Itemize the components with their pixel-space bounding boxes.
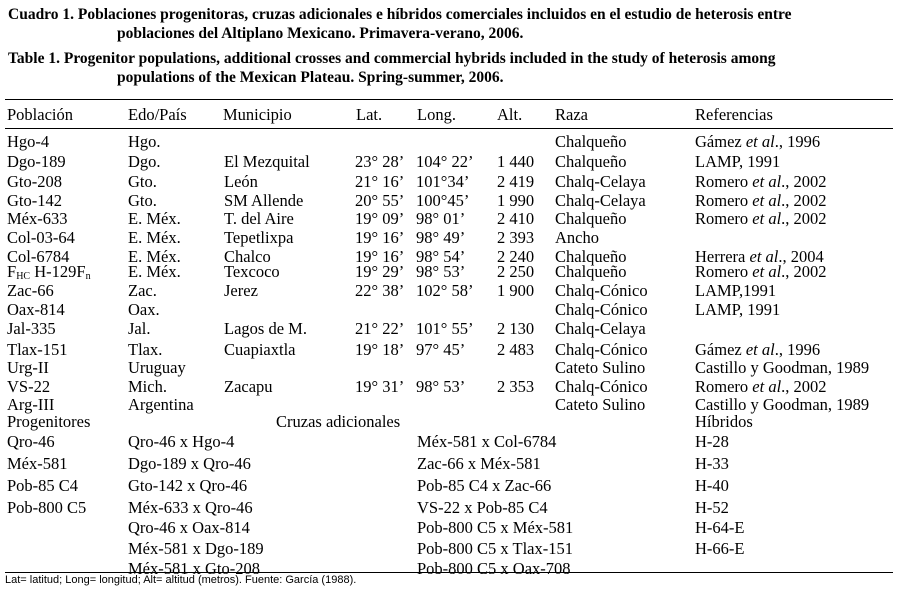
cell-raza: Chalqueño — [555, 209, 627, 228]
referencias-part: et al — [749, 247, 779, 266]
cell-lat: 19° 09’ — [355, 209, 405, 228]
referencias-part: ., 2002 — [781, 262, 827, 281]
cell-municipio: SM Allende — [224, 191, 304, 210]
referencias-part: Gámez — [695, 340, 746, 359]
cross-item: Gto-142 x Qro-46 — [128, 476, 248, 495]
progenitor-item: Pob-85 C4 — [7, 476, 79, 495]
cell-edo-pais: Zac. — [128, 281, 157, 300]
hybrid-item: H-33 — [695, 454, 729, 473]
progenitor-item: Méx-581 — [7, 454, 68, 473]
cell-long: 104° 22’ — [416, 152, 474, 171]
cross-item: Méx-633 x Qro-46 — [128, 498, 253, 517]
cell-raza: Ancho — [555, 228, 599, 247]
referencias-part: ., 2004 — [778, 247, 824, 266]
referencias-part: Romero — [695, 209, 753, 228]
fhc-f: F — [7, 262, 17, 281]
fhc-sub2: n — [85, 271, 91, 282]
cell-municipio: Chalco — [224, 247, 271, 266]
cell-poblacion: Col-6784 — [7, 247, 70, 266]
cell-referencias — [695, 133, 820, 151]
cell-alt: 2 240 — [497, 247, 535, 266]
cell-long: 98° 53’ — [416, 262, 466, 281]
cell-long: 100°45’ — [416, 191, 470, 210]
referencias-part: Castillo y Goodman, 1989 — [695, 358, 870, 377]
referencias-part: et al — [752, 262, 782, 281]
cell-poblacion: Tlax-151 — [7, 340, 68, 359]
referencias-part: Herrera — [695, 247, 750, 266]
cross-item: Dgo-189 x Qro-46 — [128, 454, 251, 473]
cell-alt: 2 393 — [497, 228, 535, 247]
referencias-part: ., 2002 — [781, 209, 827, 228]
cell-poblacion: Oax-814 — [7, 300, 65, 319]
caption-en-line2: populations of the Mexican Plateau. Spring-summer, 2006. — [117, 69, 504, 86]
cell-lat: 19° 16’ — [355, 228, 405, 247]
cell-lat: 19° 16’ — [355, 247, 405, 266]
cell-poblacion: Gto-208 — [7, 172, 62, 191]
cross-item: Méx-581 x Col-6784 — [417, 432, 557, 451]
cell-municipio: Jerez — [224, 281, 258, 300]
header-raza: Raza — [555, 105, 588, 124]
cell-edo-pais: Uruguay — [128, 358, 186, 377]
referencias-part: Romero — [695, 377, 753, 396]
cell-referencias — [695, 359, 869, 377]
label-hibridos: Híbridos — [695, 412, 753, 431]
referencias-part: Romero — [695, 172, 753, 191]
cell-referencias — [695, 263, 827, 281]
cell-municipio: Zacapu — [224, 377, 273, 396]
cell-raza: Chalq-Cónico — [555, 377, 648, 396]
cell-raza: Chalqueño — [555, 247, 627, 266]
cell-lat: 19° 18’ — [355, 340, 405, 359]
cell-referencias — [695, 341, 820, 359]
header-rule — [5, 128, 893, 129]
referencias-part: Romero — [695, 262, 753, 281]
referencias-part: Gámez — [695, 132, 746, 151]
cell-edo-pais: E. Méx. — [128, 247, 181, 266]
cell-long: 102° 58’ — [416, 281, 474, 300]
cell-municipio: Texcoco — [224, 262, 280, 281]
cell-lat: 23° 28’ — [355, 152, 405, 171]
cell-long: 101° 55’ — [416, 319, 474, 338]
cell-alt: 2 353 — [497, 377, 535, 396]
referencias-part: LAMP, 1991 — [695, 300, 781, 319]
hybrid-item: H-52 — [695, 498, 729, 517]
cell-lat: 19° 29’ — [355, 262, 405, 281]
header-municipio: Municipio — [223, 105, 292, 124]
cell-referencias — [695, 192, 827, 210]
cell-alt: 1 990 — [497, 191, 535, 210]
cell-poblacion: VS-22 — [7, 377, 51, 396]
cell-lat: 21° 16’ — [355, 172, 405, 191]
hybrid-item: H-40 — [695, 476, 729, 495]
progenitor-item: Pob-800 C5 — [7, 498, 87, 517]
cell-edo-pais: Argentina — [128, 395, 194, 414]
cell-alt: 1 440 — [497, 152, 535, 171]
referencias-part: ., 2002 — [781, 172, 827, 191]
cell-raza: Chalq-Celaya — [555, 319, 646, 338]
cell-raza: Cateto Sulino — [555, 358, 646, 377]
cell-poblacion: Jal-335 — [7, 319, 56, 338]
cell-referencias — [695, 173, 827, 191]
cell-edo-pais: Tlax. — [128, 340, 163, 359]
referencias-part: Romero — [695, 191, 753, 210]
cell-referencias — [695, 282, 776, 300]
header-lat: Lat. — [356, 105, 383, 124]
cell-raza: Chalqueño — [555, 262, 627, 281]
cell-municipio: T. del Aire — [224, 209, 294, 228]
caption-es-line2: poblaciones del Altiplano Mexicano. Primavera-verano, 2006. — [117, 25, 524, 42]
cell-poblacion: Méx-633 — [7, 209, 68, 228]
header-long: Long. — [417, 105, 456, 124]
cell-edo-pais: Gto. — [128, 191, 157, 210]
progenitor-item: Qro-46 — [7, 432, 55, 451]
cell-edo-pais: Oax. — [128, 300, 160, 319]
cell-poblacion: Urg-II — [7, 358, 49, 377]
cell-poblacion: Arg-III — [7, 395, 55, 414]
cell-edo-pais: E. Méx. — [128, 228, 181, 247]
cell-referencias — [695, 153, 780, 171]
referencias-part: ., 2002 — [781, 191, 827, 210]
header-alt: Alt. — [497, 105, 523, 124]
cross-item: VS-22 x Pob-85 C4 — [417, 498, 548, 517]
cell-long: 98° 53’ — [416, 377, 466, 396]
cell-referencias — [695, 210, 827, 228]
cell-long: 97° 45’ — [416, 340, 466, 359]
cell-lat: 19° 31’ — [355, 377, 405, 396]
cell-long: 98° 01’ — [416, 209, 466, 228]
referencias-part: et al — [752, 172, 782, 191]
referencias-part: LAMP, 1991 — [695, 152, 781, 171]
cell-alt: 2 410 — [497, 209, 535, 228]
cell-raza: Chalq-Cónico — [555, 300, 648, 319]
cell-raza: Cateto Sulino — [555, 395, 646, 414]
cell-alt: 1 900 — [497, 281, 535, 300]
referencias-part: LAMP,1991 — [695, 281, 777, 300]
cell-municipio: Lagos de M. — [224, 319, 307, 338]
hybrid-item: H-64-E — [695, 518, 745, 537]
cell-raza: Chalqueño — [555, 132, 627, 151]
footnote: Lat= latitud; Long= longitud; Alt= altitud (metros). Fuente: García (1988). — [5, 574, 357, 586]
cross-item: Pob-800 C5 x Méx-581 — [417, 518, 574, 537]
cell-poblacion: Col-03-64 — [7, 228, 75, 247]
cell-municipio: Cuapiaxtla — [224, 340, 296, 359]
cell-edo-pais: Hgo. — [128, 132, 161, 151]
referencias-part: et al — [745, 340, 775, 359]
caption-es-line1: Cuadro 1. Poblaciones progenitoras, cruzas adicionales e híbridos comerciales incluidos en el estudio de heterosis entre — [8, 6, 792, 23]
cell-raza: Chalqueño — [555, 152, 627, 171]
cell-lat: 20° 55’ — [355, 191, 405, 210]
cell-municipio: El Mezquital — [224, 152, 310, 171]
cell-raza: Chalq-Celaya — [555, 172, 646, 191]
cell-referencias — [695, 378, 827, 396]
top-rule — [5, 99, 893, 100]
referencias-part: Castillo y Goodman, 1989 — [695, 395, 870, 414]
hybrid-item: H-28 — [695, 432, 729, 451]
cell-raza: Chalq-Cónico — [555, 281, 648, 300]
caption-en-line1: Table 1. Progenitor populations, additional crosses and commercial hybrids included in the study of heterosis among — [8, 50, 776, 67]
cell-alt: 2 130 — [497, 319, 535, 338]
cell-alt: 2 419 — [497, 172, 535, 191]
cross-item: Méx-581 x Gto-208 — [128, 559, 260, 578]
cell-poblacion: Hgo-4 — [7, 132, 50, 151]
referencias-part: et al — [752, 377, 782, 396]
cell-municipio: León — [224, 172, 258, 191]
cell-poblacion: Gto-142 — [7, 191, 62, 210]
fhc-mid: H-129F — [30, 262, 86, 281]
cross-item: Pob-85 C4 x Zac-66 — [417, 476, 552, 495]
cell-raza: Chalq-Cónico — [555, 340, 648, 359]
referencias-part: et al — [752, 191, 782, 210]
header-poblacion: Población — [7, 105, 73, 124]
hybrid-item: H-66-E — [695, 539, 745, 558]
referencias-part: et al — [752, 209, 782, 228]
cell-lat: 22° 38’ — [355, 281, 405, 300]
referencias-part: ., 1996 — [774, 132, 821, 151]
cross-item: Méx-581 x Dgo-189 — [128, 539, 264, 558]
referencias-part: et al — [745, 132, 775, 151]
cross-item: Qro-46 x Oax-814 — [128, 518, 250, 537]
cell-lat: 21° 22’ — [355, 319, 405, 338]
cell-edo-pais: Jal. — [128, 319, 151, 338]
cell-long: 98° 54’ — [416, 247, 466, 266]
referencias-part: ., 2002 — [781, 377, 827, 396]
cell-long: 101°34’ — [416, 172, 470, 191]
cell-edo-pais: Gto. — [128, 172, 157, 191]
referencias-part: ., 1996 — [774, 340, 821, 359]
cell-edo-pais: Dgo. — [128, 152, 161, 171]
header-referencias: Referencias — [695, 105, 773, 124]
cell-edo-pais: E. Méx. — [128, 209, 181, 228]
cell-long: 98° 49’ — [416, 228, 466, 247]
cell-referencias — [695, 301, 780, 319]
cell-alt: 2 483 — [497, 340, 535, 359]
fhc-sub1: HC — [16, 271, 31, 282]
cell-edo-pais: E. Méx. — [128, 262, 181, 281]
label-progenitores: Progenitores — [7, 412, 91, 431]
cross-item: Pob-800 C5 x Tlax-151 — [417, 539, 573, 558]
cross-item: Zac-66 x Méx-581 — [417, 454, 541, 473]
cell-edo-pais: Mich. — [128, 377, 167, 396]
bottom-rule — [5, 572, 893, 573]
cross-item: Qro-46 x Hgo-4 — [128, 432, 235, 451]
cell-alt: 2 250 — [497, 262, 535, 281]
cross-item: Pob-800 C5 x Oax-708 — [417, 559, 571, 578]
cell-municipio: Tepetlixpa — [224, 228, 294, 247]
header-edo-pais: Edo/País — [128, 105, 187, 124]
cell-poblacion: Dgo-189 — [7, 152, 66, 171]
label-cruzas-adicionales: Cruzas adicionales — [276, 412, 401, 431]
cell-raza: Chalq-Celaya — [555, 191, 646, 210]
cell-poblacion: Zac-66 — [7, 281, 54, 300]
